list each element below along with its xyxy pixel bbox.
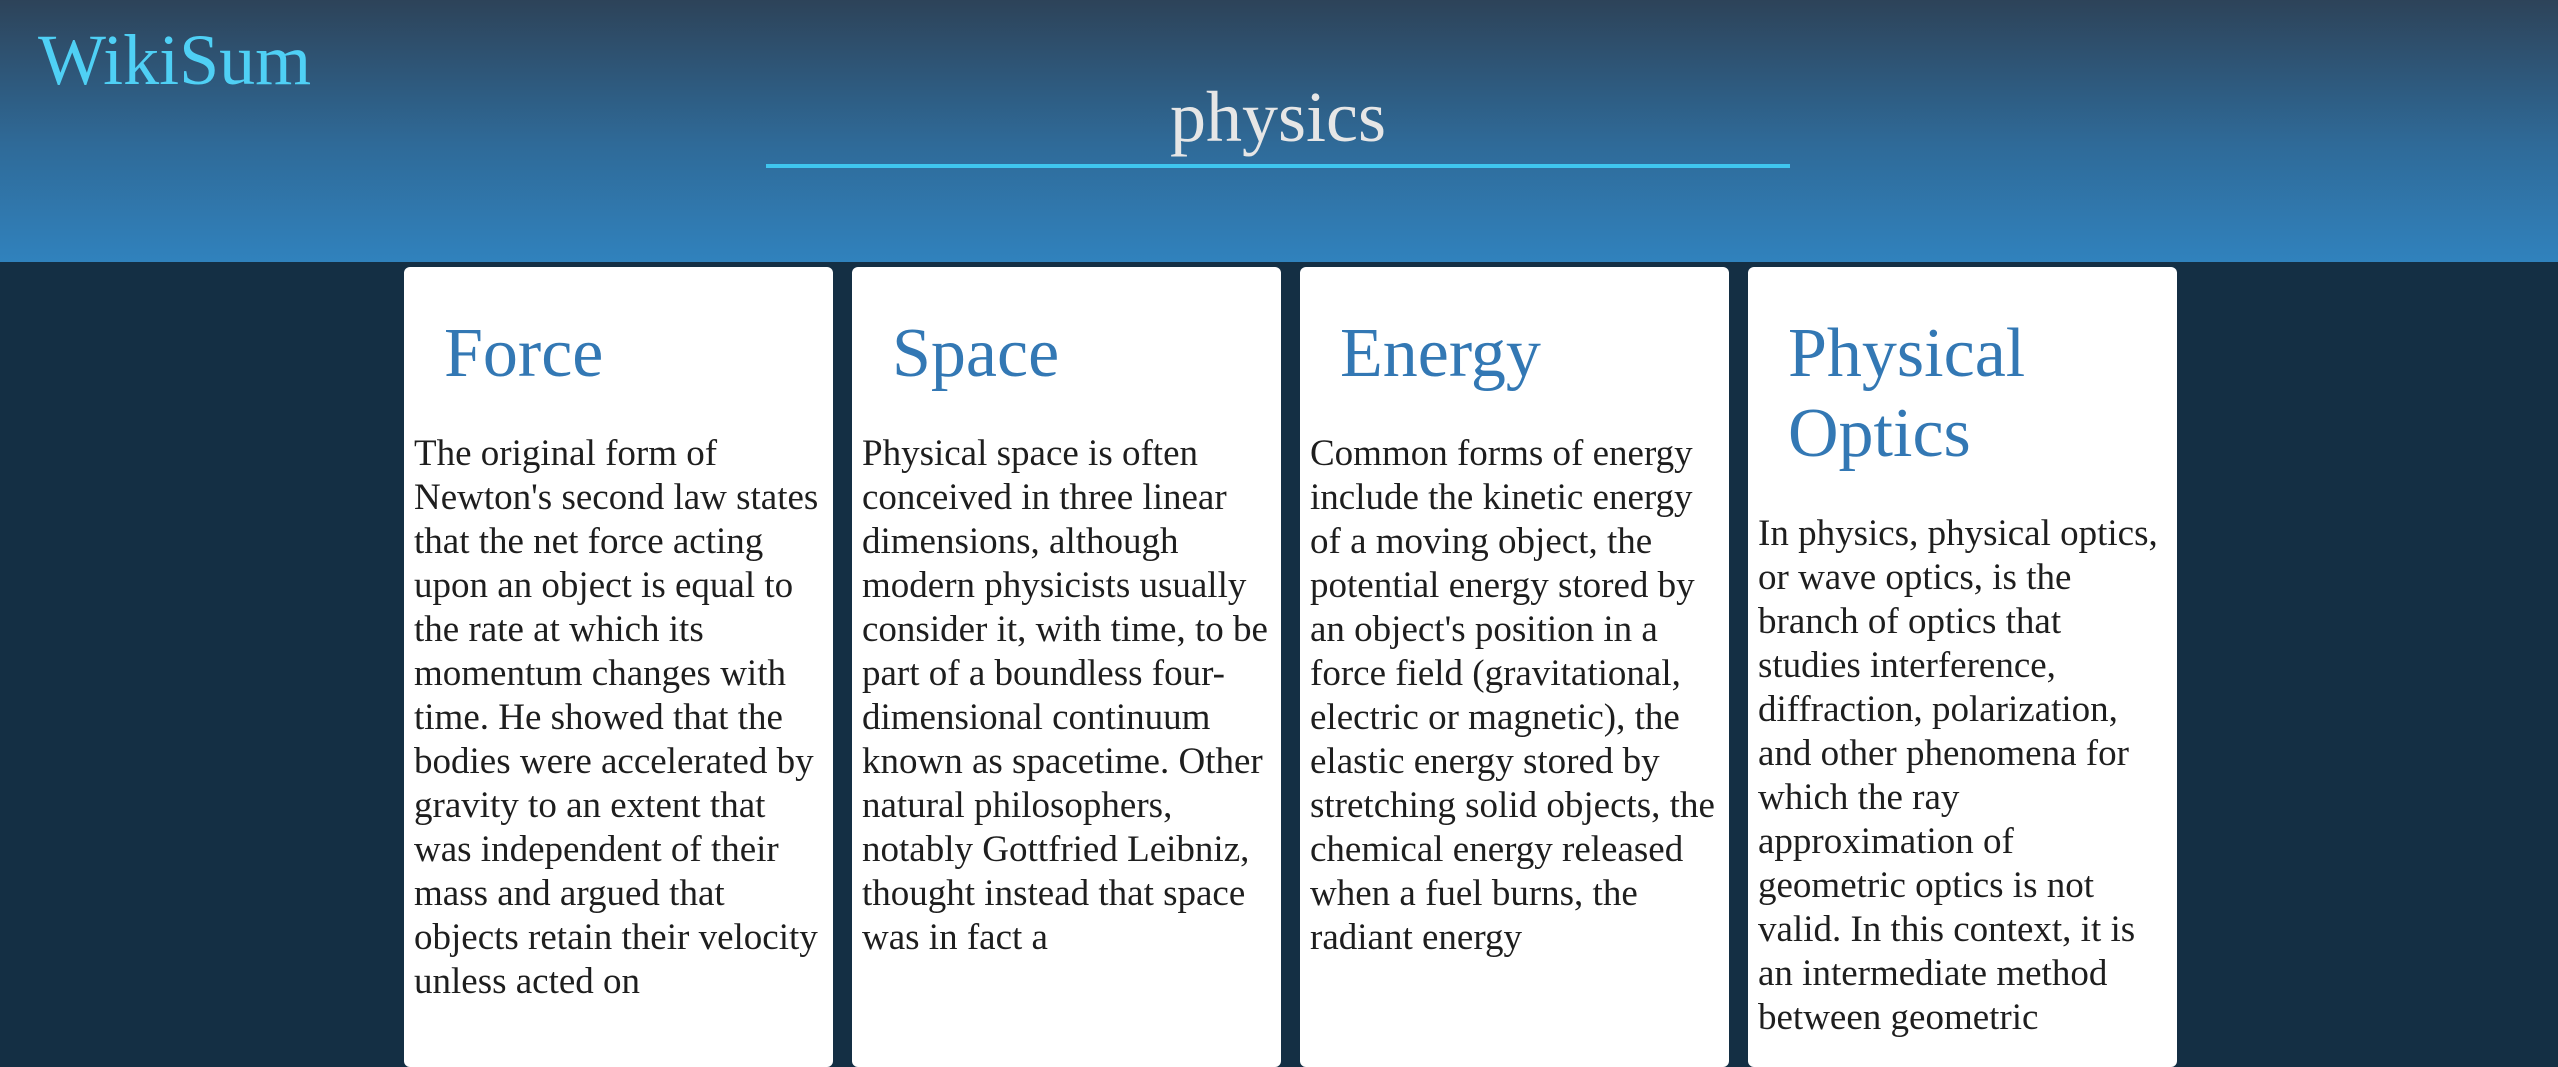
card-title[interactable]: Physical Optics bbox=[1788, 315, 2026, 472]
card-summary: Common forms of energy include the kinetic energy of a moving object, the potential energy stored by an object's position in a force field (gravitational, electric or magnetic), the elastic energy stored by stretching solid objects, the chemical energy released when a fuel burns, the radiant energy bbox=[1310, 433, 1715, 958]
site-logo[interactable]: WikiSum bbox=[38, 20, 312, 100]
search-input[interactable] bbox=[766, 70, 1790, 168]
card-summary: The original form of Newton's second law states that the net force acting upon an object is equal to the rate at which its momentum changes with time. He showed that the bodies were accelerated by gravity to an extent that was independent of their mass and argued that objects retain their velocity unless acted on bbox=[414, 433, 819, 1002]
results-cards bbox=[404, 267, 2174, 1040]
header-bar bbox=[0, 0, 2558, 262]
card-title[interactable]: Space bbox=[892, 315, 1060, 392]
card-summary: In physics, physical optics, or wave optics, is the branch of optics that studies interference, diffraction, polarization, and other phenomena for which the ray approximation of geometric optics is not valid. In this context, it is an intermediate method between geometric bbox=[1758, 513, 2158, 1038]
result-card-physical-optics[interactable] bbox=[1748, 267, 2177, 1067]
result-card-space[interactable] bbox=[852, 267, 1281, 1067]
card-title[interactable]: Force bbox=[444, 315, 604, 392]
card-title[interactable]: Energy bbox=[1340, 315, 1541, 392]
result-card-force[interactable] bbox=[404, 267, 833, 1067]
card-summary: Physical space is often conceived in three linear dimensions, although modern physicists usually consider it, with time, to be part of a boundless four-dimensional continuum known as spacetime. Other natural philosophers, notably Gottfried Leibniz, thought instead that space was in fact a bbox=[862, 433, 1268, 958]
result-card-energy[interactable] bbox=[1300, 267, 1729, 1067]
